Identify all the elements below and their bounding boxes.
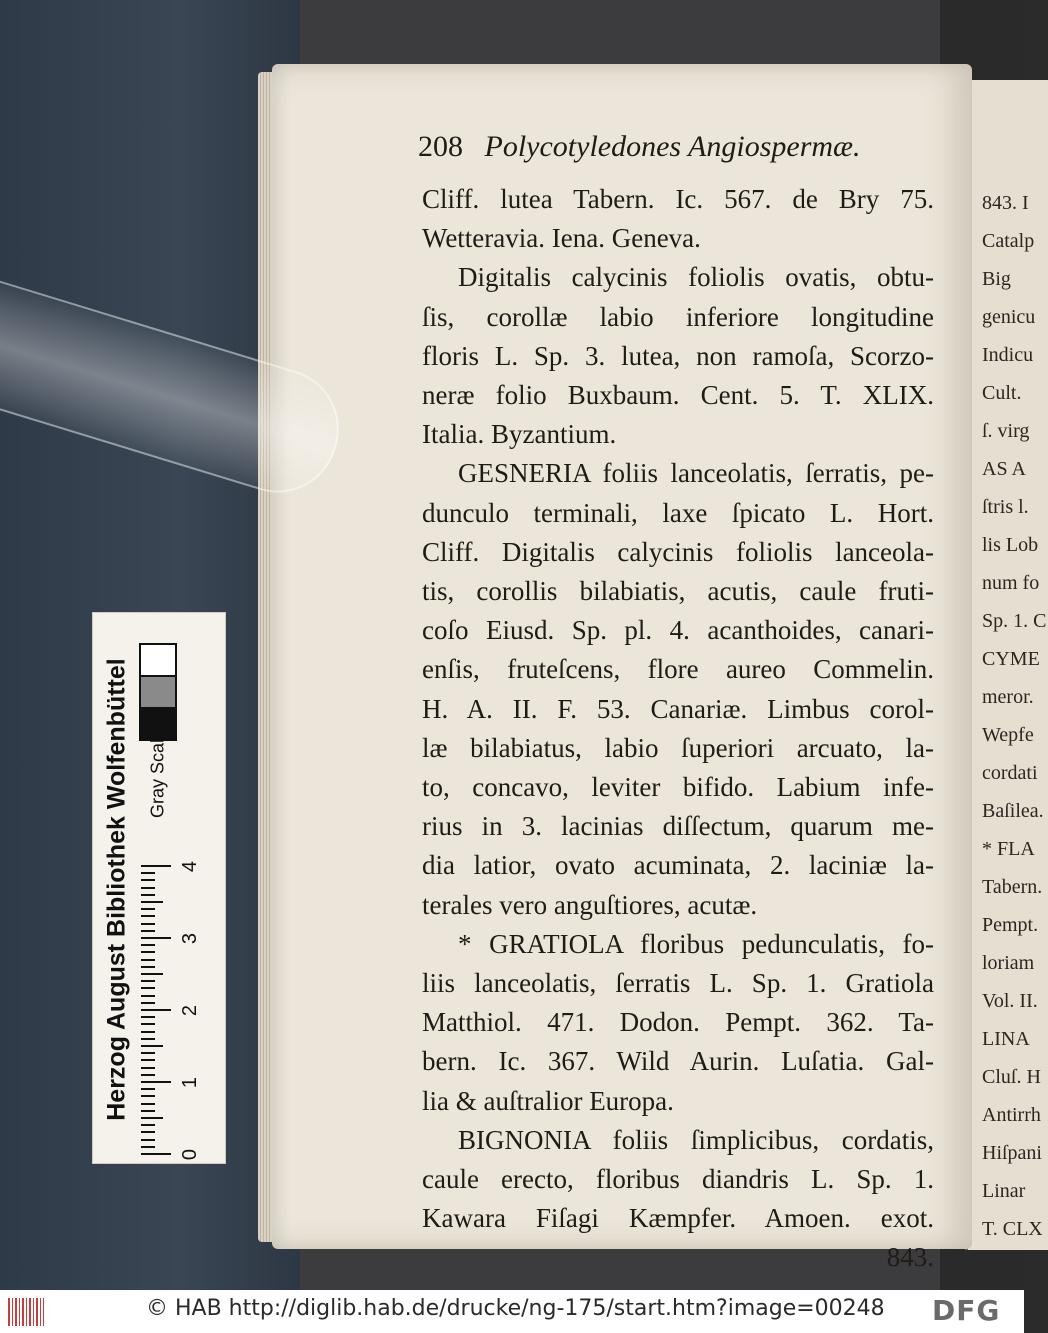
text-line: coſo Eiusd. Sp. pl. 4. acanthoides, canari- [422, 615, 934, 646]
scale-tick [141, 1139, 155, 1141]
scale-tick [141, 1067, 155, 1069]
text-line: ſis, corollæ labio inferiore longitudine [422, 301, 934, 332]
scale-tick [141, 973, 163, 975]
scale-tick [141, 908, 155, 910]
scale-tick [141, 865, 171, 867]
scale-tick [141, 872, 155, 874]
text-line: liis lanceolatis, ſerratis L. Sp. 1. Gratiola [422, 968, 934, 999]
text-line: tis, corollis bilabiatis, acutis, caule fruti- [422, 576, 934, 607]
text-line: Cliff. lutea Tabern. Ic. 567. de Bry 75. [422, 184, 934, 214]
text-line: Italia. Byzantium. [422, 419, 617, 450]
scale-tick [141, 1146, 155, 1148]
scale-tick [141, 944, 155, 946]
facing-page-fragment: Pempt. [982, 914, 1039, 936]
facing-page-fragment: LINA [982, 1028, 1030, 1050]
text-line: BIGNONIA foliis ſimplicibus, cordatis, [458, 1124, 934, 1155]
text-line: læ bilabiatus, labio ſuperiori arcuato, la- [422, 732, 934, 763]
scale-tick [141, 887, 155, 889]
text-line: * GRATIOLA floribus pedunculatis, fo- [458, 928, 934, 959]
page-number: 208 [418, 130, 463, 163]
scale-tick [141, 987, 155, 989]
text-line: enſis, fruteſcens, flore aureo Commelin. [422, 654, 934, 685]
dfg-logo: DFG [932, 1294, 1001, 1327]
text-line: Cliff. Digitalis calycinis foliolis lanceola- [422, 536, 934, 567]
scale-tick [141, 1117, 163, 1119]
facing-page-fragment: Tabern. [982, 876, 1043, 898]
facing-page-fragment: Sp. 1. C [982, 610, 1047, 632]
scale-number: 3 [179, 932, 202, 945]
text-line: terales vero anguſtiores, acutæ. [422, 889, 758, 920]
scale-number: 2 [179, 1004, 202, 1017]
facing-page-fragment: 843. I [982, 192, 1029, 214]
scale-tick [141, 901, 163, 903]
centimeter-scale [141, 833, 211, 1161]
facing-page-fragment: num fo [982, 572, 1040, 594]
facing-page-fragment: lis Lob [982, 534, 1039, 556]
facing-page-fragment: Cult. [982, 382, 1022, 404]
facing-page-fragment: T. CLX [982, 1218, 1043, 1240]
facing-page-fragment: Hiſpani [982, 1142, 1042, 1164]
text-line: dia latior, ovato acuminata, 2. laciniæ la- [422, 850, 934, 881]
text-line: Kawara Fiſagi Kæmpfer. Amoen. exot. [422, 1203, 934, 1234]
color-scale-ruler [92, 612, 226, 1164]
scale-tick [141, 937, 171, 939]
text-line: 843. [886, 1242, 934, 1273]
text-line: H. A. II. F. 53. Canariæ. Limbus corol- [422, 693, 934, 724]
facing-page-fragment: ſ. virg [982, 420, 1030, 442]
scale-tick [141, 1052, 155, 1054]
facing-page-fragment: Cluſ. H [982, 1066, 1041, 1088]
page-body [422, 180, 934, 1278]
scale-tick [141, 1153, 171, 1155]
facing-page-fragment: Wepfe [982, 724, 1034, 746]
scale-tick [141, 1088, 155, 1090]
scale-tick [141, 951, 155, 953]
facing-page-fragment: ſtris l. [982, 496, 1029, 518]
scale-tick [141, 1031, 155, 1033]
scale-tick [141, 1074, 155, 1076]
scale-tick [141, 930, 155, 932]
scale-number: 4 [179, 860, 202, 873]
text-line: caule erecto, floribus diandris L. Sp. 1. [422, 1164, 934, 1195]
gray-swatch [139, 675, 177, 709]
facing-page-fragment: Baſilea. [982, 800, 1044, 822]
text-line: GESNERIA foliis lanceolatis, ſerratis, pe- [458, 458, 934, 489]
scale-tick [141, 1059, 155, 1061]
text-line: bern. Ic. 367. Wild Aurin. Luſatia. Gal- [422, 1046, 934, 1077]
scale-tick [141, 1131, 155, 1133]
text-line: Matthiol. 471. Dodon. Pempt. 362. Ta- [422, 1007, 934, 1038]
scale-number: 1 [179, 1076, 202, 1089]
scale-tick [141, 1045, 163, 1047]
institution-name: Herzog August Bibliothek Wolfenbüttel [102, 658, 131, 1121]
scale-tick [141, 1002, 155, 1004]
text-line: lia & auſtralior Europa. [422, 1085, 674, 1116]
facing-page-fragment: genicu [982, 306, 1036, 328]
facing-page-fragment: cordati [982, 762, 1038, 784]
running-title: Polycotyledones Angiospermæ. [484, 130, 861, 163]
scale-tick [141, 879, 155, 881]
text-line: to, concavo, leviter bifido. Labium infe- [422, 772, 934, 803]
scale-tick [141, 1081, 171, 1083]
scale-tick [141, 966, 155, 968]
facing-page-fragment: * FLA [982, 838, 1035, 860]
scale-tick [141, 980, 155, 982]
page-header [418, 130, 861, 164]
scale-tick [141, 894, 155, 896]
text-line: floris L. Sp. 3. lutea, non ramoſa, Scorzo- [422, 340, 934, 371]
gray-scale-text: Gray Scale [147, 728, 168, 819]
scale-number: 0 [179, 1148, 202, 1161]
facing-page-fragment: AS A [982, 458, 1026, 480]
scale-tick [141, 1023, 155, 1025]
white-swatch [139, 643, 177, 677]
scale-tick [141, 1009, 171, 1011]
scale-tick [141, 995, 155, 997]
facing-page-fragment: Antirrh [982, 1104, 1041, 1126]
facing-page-fragment: meror. [982, 686, 1034, 708]
scale-tick [141, 959, 155, 961]
scale-tick [141, 1124, 155, 1126]
scale-tick [141, 1016, 155, 1018]
text-line: neræ folio Buxbaum. Cent. 5. T. XLIX. [422, 380, 934, 411]
facing-page-fragment: loriam [982, 952, 1035, 974]
scale-tick [141, 1103, 155, 1105]
facing-page-fragment: CYME [982, 648, 1040, 670]
scale-tick [141, 915, 155, 917]
hab-logo-icon [8, 1298, 44, 1326]
text-line: rius in 3. lacinias diſſectum, quarum me- [422, 811, 934, 842]
copyright-url[interactable]: © HAB http://diglib.hab.de/drucke/ng-175/start.htm?image=00248 [146, 1296, 885, 1321]
facing-page-fragment: Vol. II. [982, 990, 1038, 1012]
scale-tick [141, 923, 155, 925]
facing-page-fragment: Indicu [982, 344, 1034, 366]
gray-scale-label [143, 723, 173, 823]
scale-tick [141, 1038, 155, 1040]
scale-tick [141, 1095, 155, 1097]
facing-page-fragment: Big [982, 268, 1011, 290]
footer-bar [0, 1290, 1024, 1333]
facing-page-fragment: Linar [982, 1180, 1026, 1202]
facing-page [965, 80, 1048, 1250]
text-line: dunculo terminali, laxe ſpicato L. Hort. [422, 497, 934, 528]
scale-tick [141, 1110, 155, 1112]
text-line: Wetteravia. Iena. Geneva. [422, 223, 701, 254]
text-line: Digitalis calycinis foliolis ovatis, obtu- [458, 262, 934, 293]
facing-page-fragment: Catalp [982, 230, 1035, 252]
institution-label [97, 617, 137, 1157]
